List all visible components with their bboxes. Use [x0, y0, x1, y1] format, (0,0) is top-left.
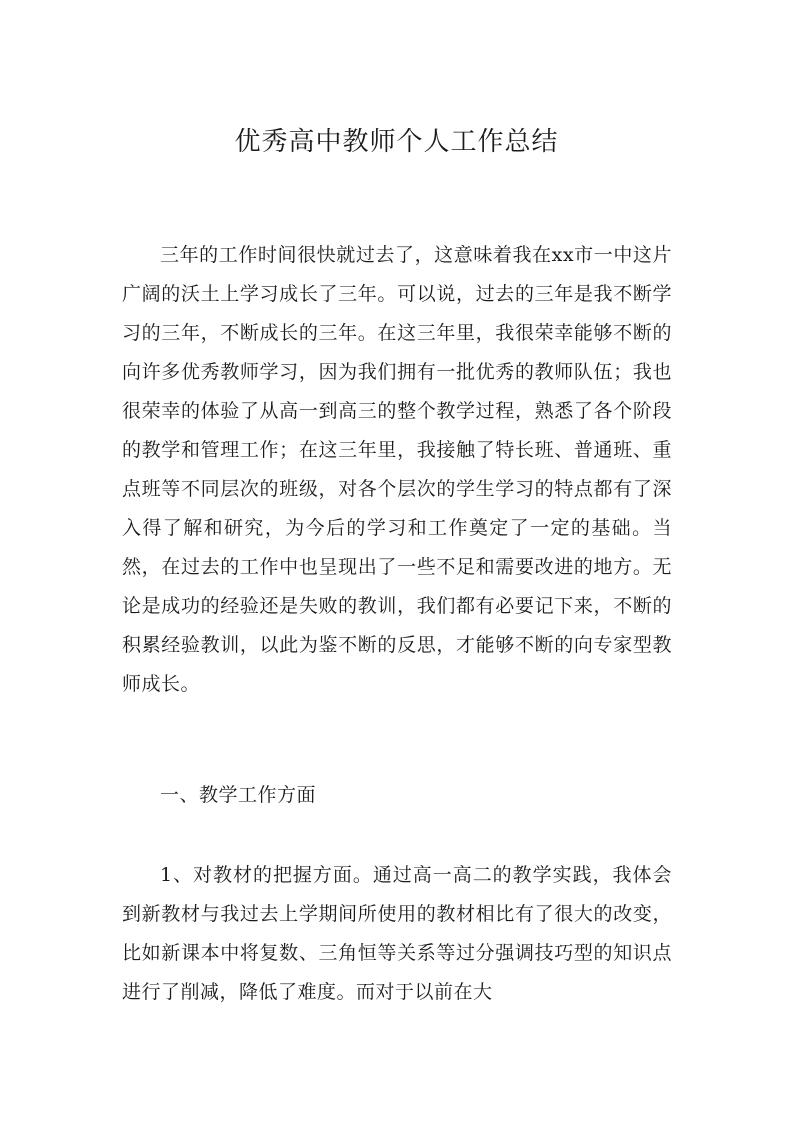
- document-title: 优秀高中教师个人工作总结: [234, 127, 559, 157]
- section-heading: 一、教学工作方面: [160, 784, 317, 806]
- intro-paragraph: 三年的工作时间很快就过去了，这意味着我在xx市一中这片广阔的沃土上学习成长了三年。可以说，过去的三年是我不断学习的三年，不断成长的三年。在这三年里，我很荣幸能够不断的向许多优秀教师学习，因为我们拥有一批优秀的教师队伍；我也很荣幸的体验了从高一到高三的整个教学过程，熟悉了各个阶段的教学和管理工作；在这三年里，我接触了特长班、普通班、重点班等不同层次的班级，对各个层次的学生学习的特点都有了深入得了解和研究，为今后的学习和工作奠定了一定的基础。当然，在过去的工作中也呈现出了一些不足和需要改进的地方。无论是成功的经验还是失败的教训，我们都有必要记下来，不断的积累经验教训，以此为鉴不断的反思，才能够不断的向专家型教师成长。: [122, 244, 672, 695]
- section-paragraph: 1、对教材的把握方面。通过高一高二的教学实践，我体会到新教材与我过去上学期间所使用的教材相比有了很大的改变，比如新课本中将复数、三角恒等关系等过分强调技巧型的知识点进行了削减，降低了难度。而对于以前在大: [122, 864, 672, 1003]
